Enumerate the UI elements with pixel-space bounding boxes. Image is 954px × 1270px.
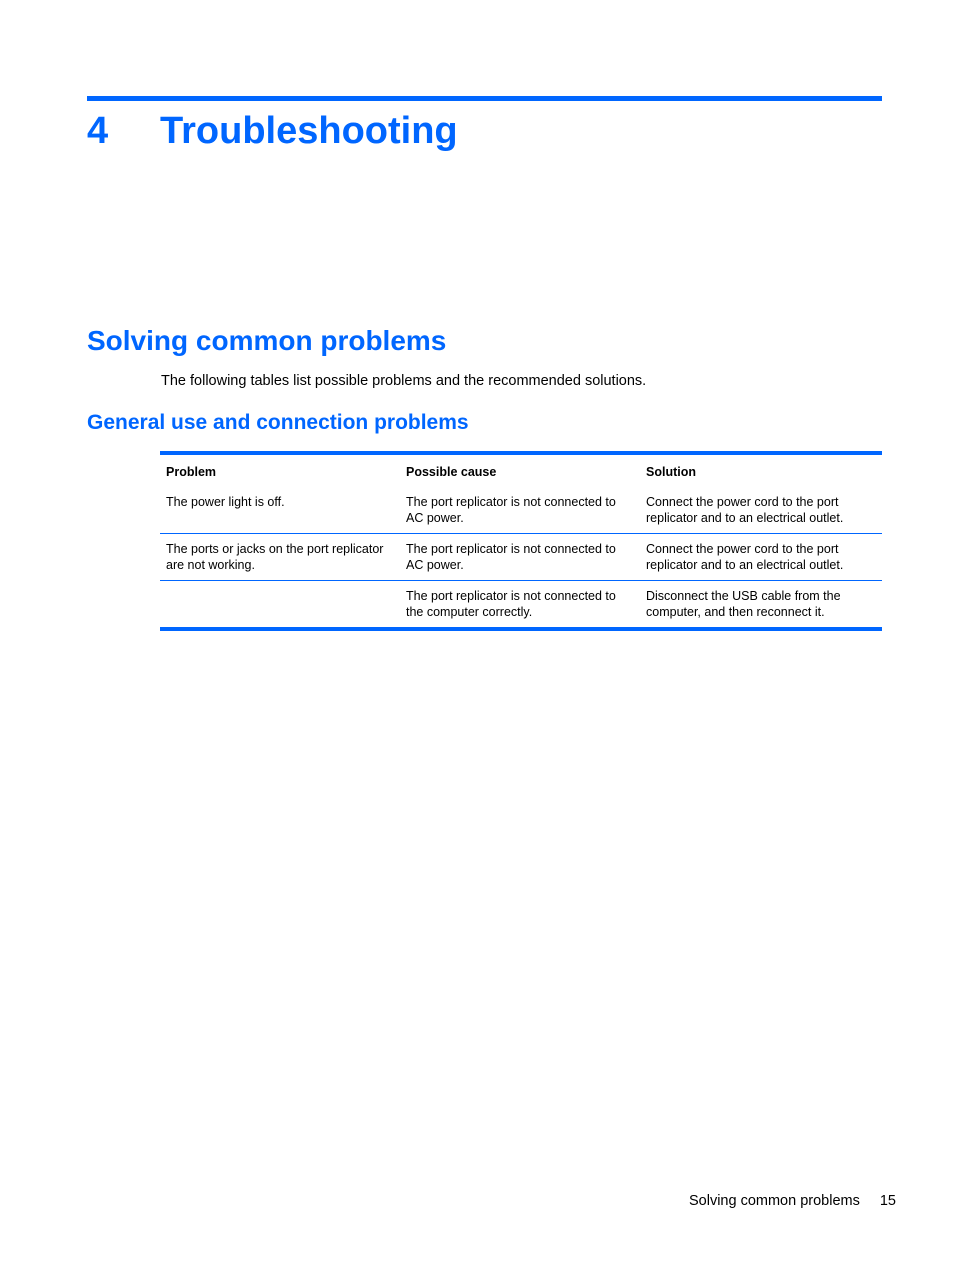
chapter-rule [87,96,882,101]
page-number: 15 [879,1193,896,1209]
chapter-number: 4 [87,109,109,152]
section-title: Solving common problems [87,325,447,356]
table-row [160,534,882,581]
table-header-row [160,455,882,487]
cell-problem: The power light is off. [166,495,285,509]
cell-cause: The port replicator is not connected to AC power. [406,542,616,572]
subsection-title: General use and connection problems [87,411,469,434]
table-row [160,581,882,628]
cell-problem: The ports or jacks on the port replicator are not working. [166,542,384,572]
header-possible-cause: Possible cause [406,465,497,479]
cell-solution: Connect the power cord to the port replicator and to an electrical outlet. [646,542,844,572]
table-row [160,487,882,534]
chapter-heading [87,106,458,156]
header-problem: Problem [166,465,217,479]
cell-solution: Disconnect the USB cable from the computer, and then reconnect it. [646,589,841,619]
cell-cause: The port replicator is not connected to AC power. [406,495,616,525]
page-footer [689,1191,896,1211]
intro-text: The following tables list possible problems and the recommended solutions. [161,373,647,389]
cell-solution: Connect the power cord to the port replicator and to an electrical outlet. [646,495,844,525]
header-solution: Solution [646,465,696,479]
problems-table [160,451,882,631]
footer-section-name: Solving common problems [689,1193,860,1209]
cell-problem [160,581,400,628]
cell-cause: The port replicator is not connected to the computer correctly. [406,589,616,619]
chapter-title: Troubleshooting [160,109,458,152]
